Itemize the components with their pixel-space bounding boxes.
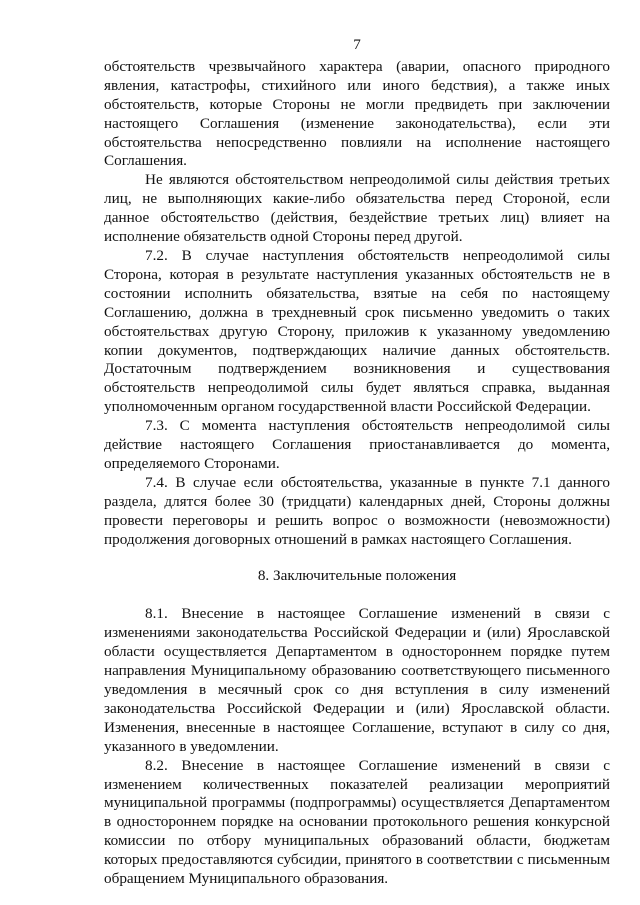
document-page <box>104 36 610 889</box>
paragraph-8-1: 8.1. Внесение в настоящее Соглашение изменений в связи с изменениями законодательства Российской Федерации и (или) Ярославской области осуществляется Департаментом в одностороннем порядке путем направления Муниципальному образованию соответствующего письменного уведомления в месячный срок со дня вступления в силу изменений законодательства Российской Федерации и (или) Ярославской области. Изменения, внесенные в настоящее Соглашение, вступают в силу со дня, указанного в уведомлении. <box>104 605 610 755</box>
paragraph-7-2: 7.2. В случае наступления обстоятельств непреодолимой силы Сторона, которая в результате наступления указанных обстоятельств не в состоянии исполнить обязательства, взятые на себя по настоящему Соглашению, должна в трехдневный срок письменно уведомить о таких обстоятельствах другую Сторону, приложив к указанному уведомлению копии документов, подтверждающих наличие данных обстоятельств. Достаточным подтверждением возникновения и существования обстоятельств непреодолимой силы будет являться справка, выданная уполномоченным органом государственной власти Российской Федерации. <box>104 246 610 416</box>
paragraph-8-2: 8.2. Внесение в настоящее Соглашение изменений в связи с изменением количественных показателей реализации мероприятий муниципальной программы (подпрограммы) осуществляется Департаментом в одностороннем порядке на основании протокольного решения конкурсной комиссии по отбору муниципальных образований области, бюджетам которых предоставляются субсидии, принятого в соответствии с письменным обращением Муниципального образования. <box>104 756 610 888</box>
section-heading-final-provisions: 8. Заключительные положения <box>257 567 457 585</box>
paragraph-third-party-actions: Не являются обстоятельством непреодолимой силы действия третьих лиц, не выполняющих какие-либо обязательства перед Стороной, если данное обстоятельство (действия, бездействие третьих лиц) влияет на исполнение обязательств одной Стороны перед другой. <box>104 171 610 246</box>
paragraph-force-majeure-continued: обстоятельств чрезвычайного характера (аварии, опасного природного явления, катастрофы, стихийного или иного бедствия), а также иных обстоятельств, которые Стороны не могли предвидеть при заключении настоящего Соглашения (изменение законодательства), если эти обстоятельства непосредственно повлияли на исполнение настоящего Соглашения. <box>104 57 610 170</box>
paragraph-7-4: 7.4. В случае если обстоятельства, указанные в пункте 7.1 данного раздела, длятся более 30 (тридцати) календарных дней, Стороны должны провести переговоры и решить вопрос о возможности (невозможности) продолжения договорных отношений в рамках настоящего Соглашения. <box>104 473 610 548</box>
paragraph-7-3: 7.3. С момента наступления обстоятельств непреодолимой силы действие настоящего Соглашения приостанавливается до момента, определяемого Сторонами. <box>104 417 610 472</box>
page-number: 7 <box>353 36 361 53</box>
